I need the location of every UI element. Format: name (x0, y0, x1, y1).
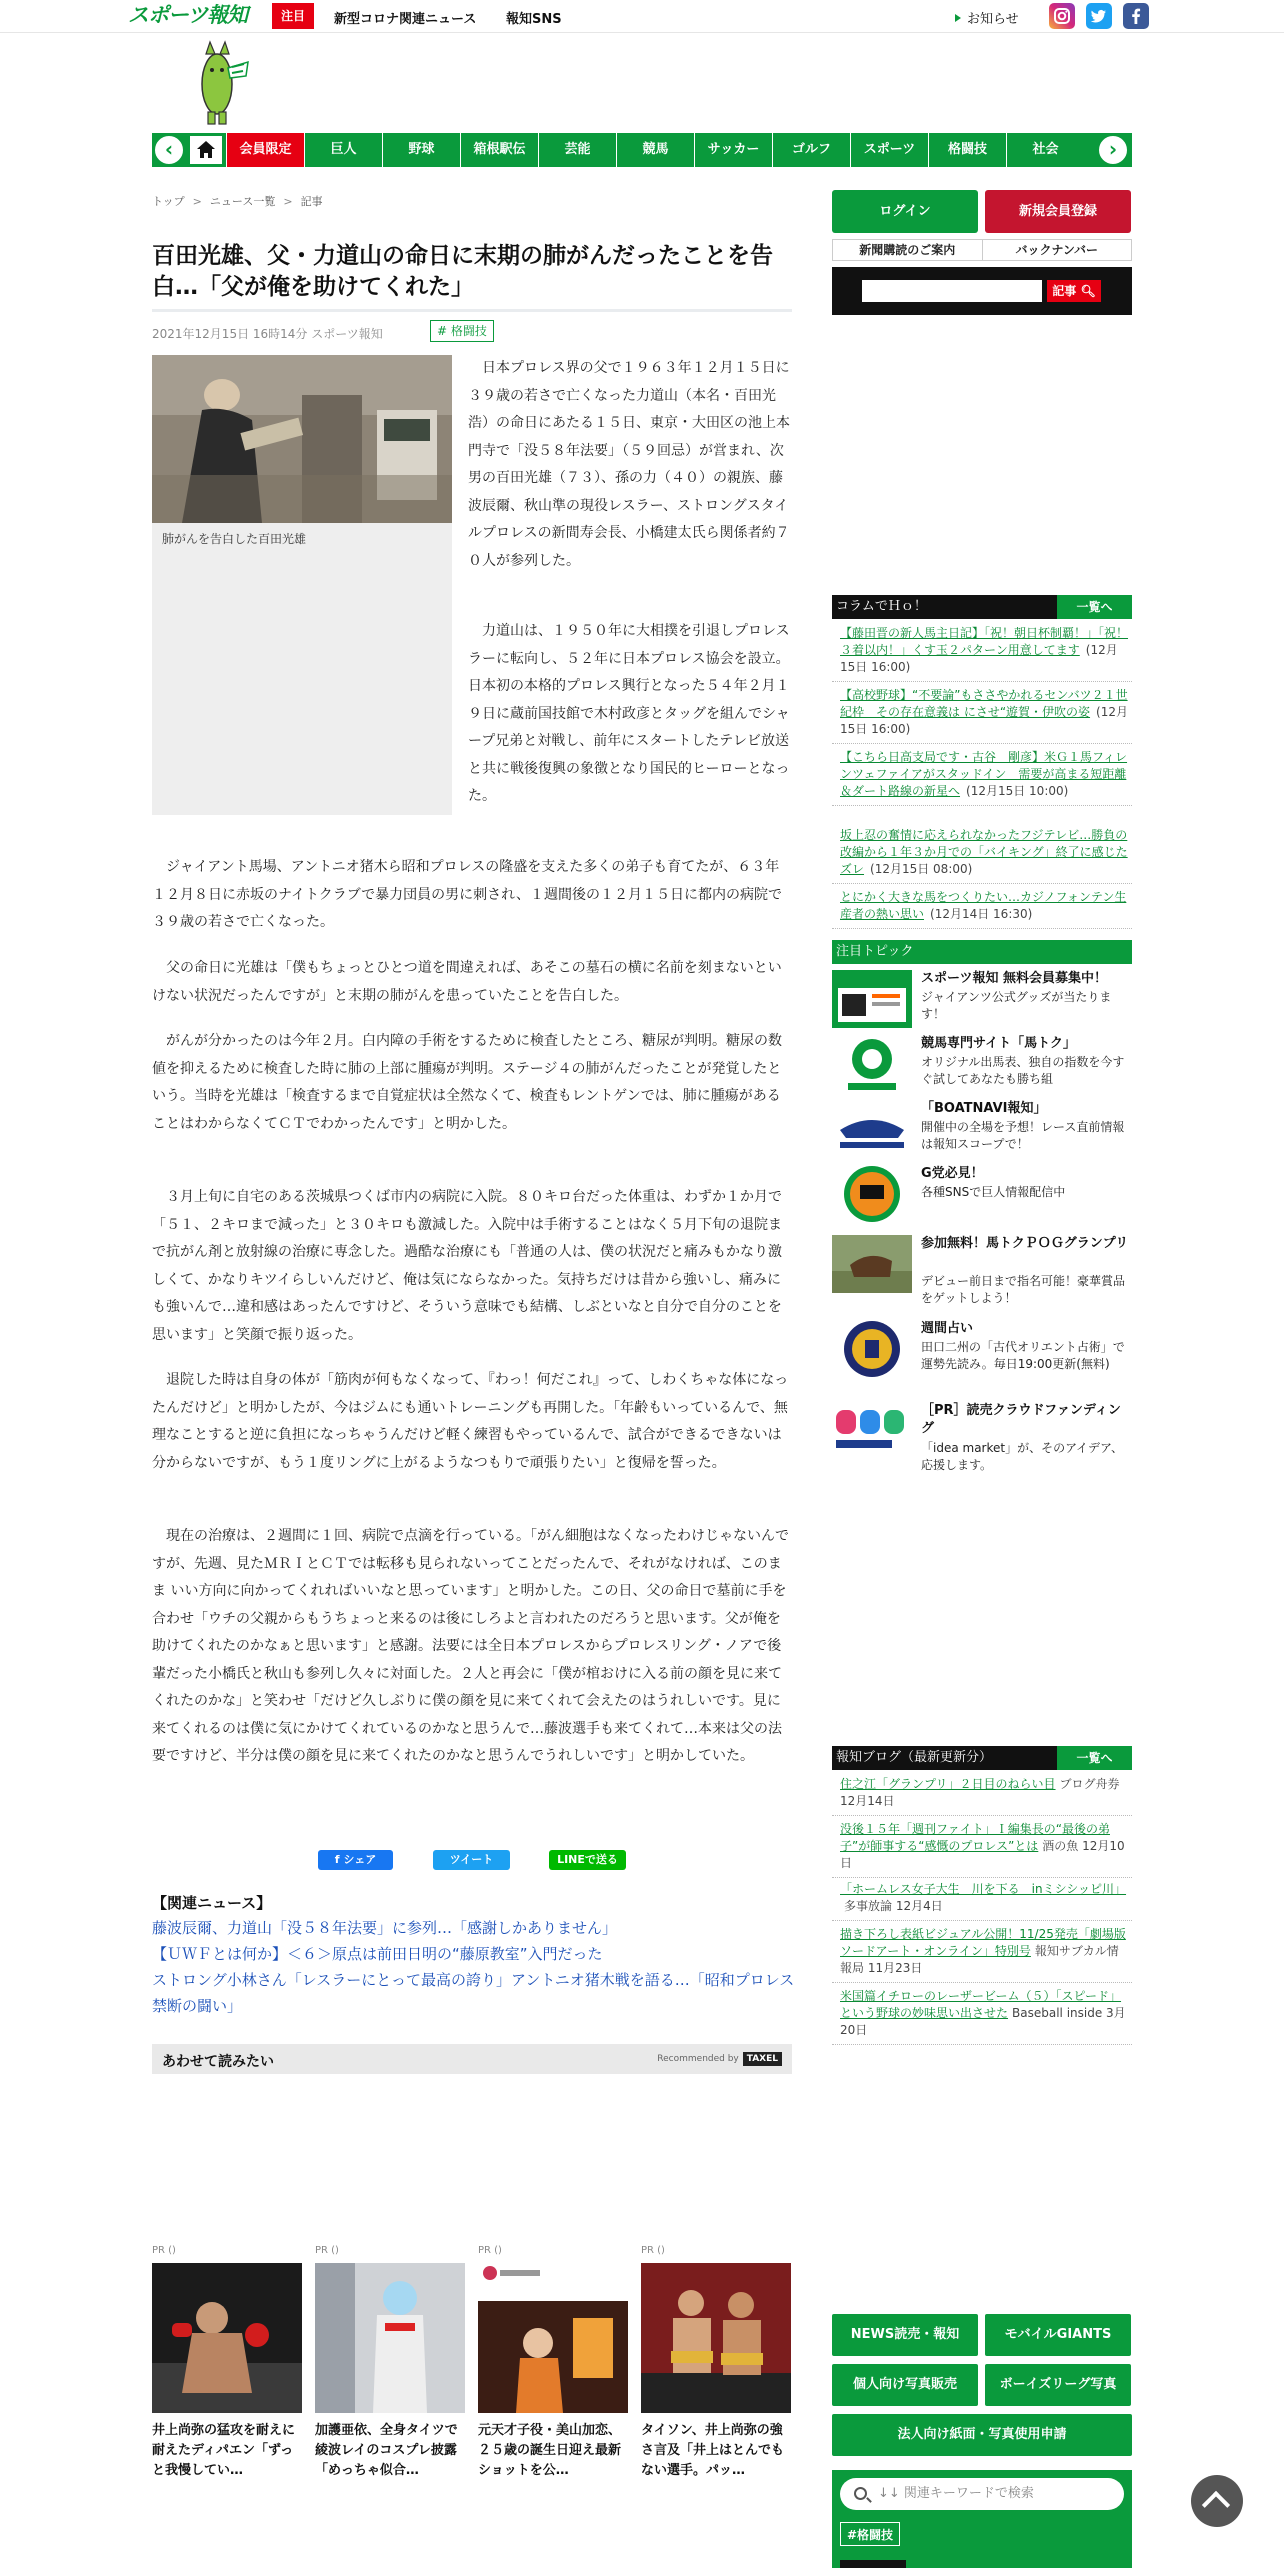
blog-item-source: 酒の魚 12月10日 (840, 1839, 1125, 1870)
nav-item-fighting[interactable]: 格闘技 (928, 133, 1006, 167)
article-photo-box (152, 355, 452, 815)
pr-title: 加護亜依、全身タイツで綾波レイのコスプレ披露「めっちゃ似合… (315, 2423, 458, 2478)
pr-title: 元天才子役・美山加恋、２５歳の誕生日迎え最新ショットを公… (478, 2423, 622, 2478)
topic-item[interactable] (832, 1035, 1132, 1093)
article-paragraph: 現在の治療は、２週間に１回、病院で点滴を行っている。「がん細胞はなくなったわけじゃないんですが、先週、見たＭＲＩとＣＴでは転移も見られないってことだったんで、それがなければ、このまま いい方向に向かってくれればいいなと思っています」と明かした。この日、父の命日で墓前に手を合わせ「ウチの父親からもうちょっと来るのは後にしろよと言われたのだろうと思います。父が俺を助けてくれたのかなぁと思います」と感謝。法要には全日本プロレスからプロレスリング・ノアで後輩だった小橋氏と秋山も参列し久々に対面した。２人と再会に「僕が棺おけに入る前の顔を見に来てくれたのかな」と笑わせ「だけど久しぶりに僕の顔を見に来てくれて会えたのはうれしいです。見に来てくれるのは僕に気にかけてくれているのかなと思うんで…藤波選手も来てくれて…本来は父の法要ですけど、半分は僕の顔を見に来てくれたのかなと思うんでうれしいです」と明かしていた。 (152, 1528, 789, 1764)
topic-item[interactable] (832, 970, 1132, 1028)
breadcrumb-separator: > (192, 195, 202, 208)
topic-image (832, 1320, 912, 1378)
blog-heading (832, 1746, 1132, 1770)
topics-heading: 注目トピック (832, 940, 1132, 964)
blog-item-title[interactable]: 描き下ろし表紙ビジュアル公開！11/25発売「劇場版ソードアート・オンライン」特別号 (840, 1927, 1126, 1958)
topic-title: G党必見！ (921, 1166, 984, 1181)
instagram-icon[interactable] (1049, 3, 1075, 29)
topic-title: スポーツ報知 無料会員募集中！ (921, 971, 1108, 986)
nav-item-golf[interactable]: ゴルフ (772, 133, 850, 167)
topic-image (832, 1235, 912, 1293)
sub-links (832, 239, 1132, 261)
back-number-link[interactable]: バックナンバー (982, 240, 1132, 260)
breadcrumb-current: 記事 (300, 195, 323, 208)
arrow-right-icon (955, 14, 961, 22)
pr-label: PR () (315, 2245, 339, 2256)
taxel-logo: TAXEL (743, 2052, 782, 2066)
top-bar (0, 0, 1284, 33)
topic-desc: 「idea market」が、そのアイデア、応援します。 (921, 1441, 1124, 1472)
topic-title: 参加無料！馬トクＰＯＧグランプリ (921, 1236, 1129, 1251)
column-item[interactable] (832, 745, 1132, 806)
related-news-link[interactable]: 藤波辰爾、力道山「没５８年法要」に参列…「感謝しかありません」 (152, 1919, 618, 1937)
column-item[interactable] (832, 885, 1132, 929)
blog-item-source: 報知サブカル情報局 11月23日 (840, 1944, 1119, 1975)
title-divider (152, 309, 792, 312)
search-button[interactable] (1047, 280, 1101, 302)
keyword-tag[interactable]: #格闘技 (840, 2522, 900, 2546)
pr-image (152, 2263, 302, 2413)
pr-label: PR () (641, 2245, 665, 2256)
nav-item-soccer[interactable]: サッカー (694, 133, 772, 167)
article-paragraph: 退院した時は自身の体が「筋肉が何もなくなって、『わっ！何だこれ』って、しわくちゃな体になったんだけど」と明かしたが、今はジムにも通いトレーニングも再開した。「年齢もいっているんで、無理なことすると逆に負担になっちゃうんだけど軽く練習もやっているんで、試合ができるできないは分からないですが、もう１度リングに上がるようなつもりで頑張りたい」と復帰を誓った。 (152, 1372, 789, 1471)
topic-item[interactable] (832, 1320, 1132, 1378)
article-paragraph: ３月上旬に自宅のある茨城県つくば市内の病院に入院。８０キロ台だった体重は、わずか１か月で「５１、２キロまで減った」と３０キロも激減した。入院中は手術することはなく５月下旬の退院まで抗がん剤と放射線の治療に専念した。過酷な治療にも「普通の人は、僕の状況だと痛みもかなり激しくて、かなりキツイらしいんだけど、俺は気にならなかった。気持ちだけは昔から強いし、痛みにも強いんで…違和感はあったんですけど、そういう意味でも結構、しぶといなと自分で自分のことを思います」と笑顔で振り返った。 (152, 1189, 782, 1343)
tweet-button[interactable] (433, 1850, 510, 1870)
boys-league-photo-button[interactable]: ボーイズリーグ写真 (985, 2364, 1131, 2406)
column-item-date: (12月15日 16:00) (840, 643, 1118, 674)
blog-item[interactable] (832, 1877, 1132, 1921)
news-yomiuri-button[interactable]: NEWS読売・報知 (832, 2314, 978, 2356)
article-paragraph: 力道山は、１９５０年に大相撲を引退しプロレスラーに転向し、５２年に日本プロレス協会を設立。日本初の本格的プロレス興行となった５４年２月１９日に蔵前国技館で木村政彦とタッグを組んでシャープ兄弟と対戦し、前年にスタートしたテレビ放送と共に戦後復興の象徴となり国民的ヒーローとなった。 (468, 623, 790, 804)
topic-image (832, 1100, 912, 1158)
column-item-date: (12月15日 08:00) (870, 862, 973, 876)
pr-image (478, 2263, 628, 2413)
blog-item-source: Baseball inside 3月20日 (840, 2006, 1126, 2037)
nav-item-baseball[interactable]: 野球 (382, 133, 460, 167)
column-item-title[interactable]: 【こちら日高支局です・古谷 剛彦】米Ｇ１馬フィレンツェファイアがスタッドイン 需要が高まる短距離＆ダート路線の新星へ (840, 750, 1128, 798)
notice-link[interactable] (955, 8, 1019, 27)
topic-image (832, 1035, 912, 1093)
pr-title: タイソン、井上尚弥の強さ言及「井上はとんでもない選手。パッ… (641, 2423, 785, 2478)
keyword-search-input[interactable] (840, 2478, 1124, 2510)
topic-item[interactable] (832, 1100, 1132, 1158)
topic-desc: ジャイアンツ公式グッズが当たります！ (921, 990, 1112, 1021)
nav-item-sports[interactable]: スポーツ (850, 133, 928, 167)
topic-image (832, 1165, 912, 1223)
article-paragraph: 父の命日に光雄は「僕もちょっとひとつ道を間違えれば、あそこの墓石の横に名前を刻まないといけない状況だったんですが」と末期の肺がんを患っていたことを告白した。 (152, 960, 782, 1004)
back-to-top-icon[interactable] (1191, 2475, 1243, 2527)
pr-card[interactable] (641, 2245, 791, 2481)
column-item-date: (12月15日 16:00) (840, 705, 1128, 736)
related-news-link[interactable]: 【ＵＷＦとは何か】＜６＞原点は前田日明の“藤原教室”入門だった (152, 1945, 603, 1963)
nav-item-society[interactable]: 社会 (1006, 133, 1084, 167)
breadcrumb (152, 193, 323, 209)
pr-label: PR () (152, 2245, 176, 2256)
blog-more-link[interactable]: 一覧へ (1057, 1746, 1132, 1770)
pr-card[interactable] (315, 2245, 465, 2481)
recommend-by-label: Recommended by (657, 2054, 739, 2064)
pr-card[interactable] (478, 2245, 628, 2481)
related-news-link[interactable]: ストロング小林さん「レスラーにとって最高の誇り」アントニオ猪木戦を語る…「昭和プロレス禁断の闘い」 (152, 1971, 795, 2015)
mobile-giants-button[interactable]: モバイルGIANTS (985, 2314, 1131, 2356)
site-logo-text: スポーツ報知 (128, 3, 248, 27)
facebook-share-button[interactable]: f シェア (318, 1850, 393, 1870)
related-news-heading: 【関連ニュース】 (152, 1894, 272, 1912)
nav-item-entertainment[interactable]: 芸能 (538, 133, 616, 167)
recommend-by (657, 2052, 782, 2066)
topic-desc: 各種SNSで巨人情報配信中 (921, 1185, 1066, 1199)
topic-item[interactable] (832, 1165, 1132, 1223)
column-item-title[interactable]: 坂上忍の奮情に応えられなかったフジテレビ…勝負の改編から１年３か月での「バイキング」終了に感じたズレ (840, 828, 1128, 876)
chevron-right-icon: › (1097, 134, 1129, 166)
breadcrumb-separator: > (283, 195, 293, 208)
pr-image (315, 2263, 465, 2413)
tweet-label: ツイート (449, 1853, 494, 1866)
column-item[interactable] (832, 621, 1132, 682)
keyword-placeholder: ↓↓ 関連キーワードで検索 (878, 2486, 1034, 2501)
blog-item-title[interactable]: 「ホームレス女子大生 川を下る inミシシッピ川」 (840, 1882, 1127, 1896)
article-title: 百田光雄、父・力道山の命日に末期の肺がんだったことを告白…「父が俺を助けてくれた」 (152, 243, 773, 300)
hochi-sns-link[interactable]: 報知SNS (506, 12, 562, 27)
article-tag[interactable]: # 格闘技 (430, 320, 494, 342)
blog-item[interactable] (832, 1772, 1132, 1816)
covid-news-link[interactable]: 新型コロナ関連ニュース (334, 12, 477, 27)
facebook-icon[interactable] (1123, 3, 1149, 29)
breadcrumb-news-list[interactable]: ニュース一覧 (209, 195, 276, 208)
recommend-bar (152, 2044, 792, 2074)
topic-desc: 田口二州の「古代オリエント占術」で運勢先読み。毎日19:00更新(無料) (921, 1340, 1125, 1371)
blog-item-title[interactable]: 没後１５年「週刊ファイト」Ｉ編集長の“最後の弟子”が師事する“感慨のプロレス”とは (840, 1822, 1110, 1853)
pr-label: PR () (478, 2245, 502, 2256)
article-paragraph: 日本プロレス界の父で１９６３年１２月１５日に３９歳の若さで亡くなった力道山（本名・百田光浩）の命日にあたる１５日、東京・大田区の池上本門寺で「没５８年法要」（５９回忌）が営まれ、次男の百田光雄（７３）、孫の力（４０）の親族、藤波辰爾、秋山準の現役レスラー、ストロングスタイルプロレスの新間寿会長、小橋建太氏ら関係者約７０人が参列した。 (468, 360, 790, 569)
article-photo[interactable] (152, 355, 452, 523)
blog-item-title[interactable]: 住之江「グランプリ」２日目のねらい目 (840, 1777, 1056, 1791)
nav-item-hakone[interactable]: 箱根駅伝 (460, 133, 538, 167)
topic-desc: オリジナル出馬表、独自の指数を今すぐ試してあなたも勝ち組 (921, 1055, 1125, 1086)
keyword-list-edge (840, 2560, 906, 2568)
column-heading (832, 595, 1132, 619)
column-item-title[interactable]: 【藤田晋の新人馬主日記】「祝！朝日杯制覇！」「祝！３着以内！」くす玉２パターン用意してます (840, 626, 1129, 657)
global-nav (152, 133, 1132, 167)
photo-caption: 肺がんを告白した百田光雄 (162, 532, 307, 546)
topic-image (832, 1402, 912, 1460)
search-input[interactable] (862, 280, 1042, 302)
line-share-label: LINEで送る (557, 1853, 618, 1866)
topic-title: 競馬専門サイト「馬トク」 (921, 1036, 1076, 1051)
nav-item-horse-racing[interactable]: 競馬 (616, 133, 694, 167)
login-button[interactable]: ログイン (832, 190, 978, 233)
topic-desc: 開催中の全場を予想！レース直前情報は報知スコープで！ (921, 1120, 1125, 1151)
recommend-title: あわせて読みたい (162, 2054, 274, 2070)
nav-item-giants[interactable]: 巨人 (304, 133, 382, 167)
blog-item-source: 多事放論 12月4日 (844, 1899, 943, 1913)
photo-sales-button[interactable]: 個人向け写真販売 (832, 2364, 978, 2406)
nav-item-members[interactable]: 会員限定 (226, 133, 304, 167)
blog-item-title[interactable]: 米国篇イチローのレーザービーム（５）「スピード」という野球の妙味思い出させた (840, 1989, 1122, 2020)
subscription-link[interactable]: 新聞購読のご案内 (859, 243, 956, 257)
article-meta: 2021年12月15日 16時14分 スポーツ報知 (152, 327, 383, 341)
keyword-search-box (832, 2470, 1132, 2568)
chevron-left-icon: ‹ (153, 134, 185, 166)
column-heading-label: コラムでＨｏ！ (836, 599, 927, 614)
article-paragraph: ジャイアント馬場、アントニオ猪木ら昭和プロレスの隆盛を支えた多くの弟子も育てたが、６３年１２月８日に赤坂のナイトクラブで暴力団員の男に刺され、１週間後の１２月１５日に都内の病院で３９歳の若さで亡くなった。 (152, 859, 782, 930)
article-paragraph: がんが分かったのは今年２月。白内障の手術をするために検査したところ、糖尿が判明。糖尿の数値を抑えるために検査した時に肺の上部に腫瘍が判明。ステージ４の肺がんだったことが発覚したという。当時を光雄は「検査するまで自覚症状は全然なくて、検査もレントゲンでは、肺に腫瘍があることはわからなくてＣＴでわかったんです」と明かした。 (152, 1033, 782, 1132)
pr-image (641, 2263, 791, 2413)
blog-item[interactable] (832, 1922, 1132, 1983)
column-item[interactable] (832, 823, 1132, 884)
topic-title: 「BOATNAVI報知」 (921, 1101, 1047, 1116)
notice-label: お知らせ (967, 12, 1019, 27)
topic-title: 週間占い (921, 1321, 974, 1336)
line-share-button[interactable] (549, 1850, 626, 1870)
article-search (832, 267, 1132, 315)
column-item-date: (12月14日 16:30) (930, 907, 1033, 921)
blog-item[interactable] (832, 1984, 1132, 2045)
blog-item-source: ブログ舟券 12月14日 (840, 1777, 1120, 1808)
nav-items (226, 133, 1084, 167)
register-button[interactable]: 新規会員登録 (985, 190, 1131, 233)
corporate-use-button[interactable]: 法人向け紙面・写真使用申請 (832, 2414, 1132, 2456)
column-item-title[interactable]: 【高校野球】“不要論”もささやかれるセンバツ２１世紀枠 その存在意義は にさせ“遊賀・伊吹の姿 (840, 688, 1128, 719)
topic-item[interactable] (832, 1402, 1132, 1472)
trending-badge: 注目 (272, 3, 314, 29)
blog-heading-label: 報知ブログ（最新更新分） (836, 1750, 993, 1765)
mascot-image (188, 40, 250, 128)
pr-card[interactable] (152, 2245, 302, 2481)
blog-item[interactable] (832, 1817, 1132, 1878)
site-logo[interactable] (128, 2, 250, 28)
home-icon[interactable] (190, 136, 222, 164)
topic-desc: デビュー前日まで指名可能！豪華賞品をゲットしよう！ (921, 1274, 1126, 1305)
topic-item[interactable] (832, 1235, 1132, 1305)
facebook-share-label: シェア (343, 1853, 377, 1866)
topic-title: ［PR］読売クラウドファンディング (921, 1403, 1121, 1436)
nav-prev-button[interactable] (152, 133, 186, 167)
topic-image (832, 970, 912, 1028)
nav-next-button[interactable] (1096, 133, 1130, 167)
search-button-label: 記事 (1052, 284, 1077, 298)
search-icon: 🔍︎ (1080, 284, 1096, 298)
column-more-link[interactable]: 一覧へ (1057, 595, 1132, 619)
column-item[interactable] (832, 683, 1132, 744)
breadcrumb-top[interactable]: トップ (152, 195, 185, 208)
column-item-date: (12月15日 10:00) (966, 784, 1069, 798)
twitter-icon[interactable] (1086, 3, 1112, 29)
search-icon (854, 2487, 867, 2500)
column-item-title[interactable]: とにかく大きな馬をつくりたい…カジノフォンテン生産者の熱い思い (840, 890, 1127, 921)
pr-title: 井上尚弥の猛攻を耐えに耐えたディパエン「ずっと我慢してい… (152, 2423, 296, 2478)
